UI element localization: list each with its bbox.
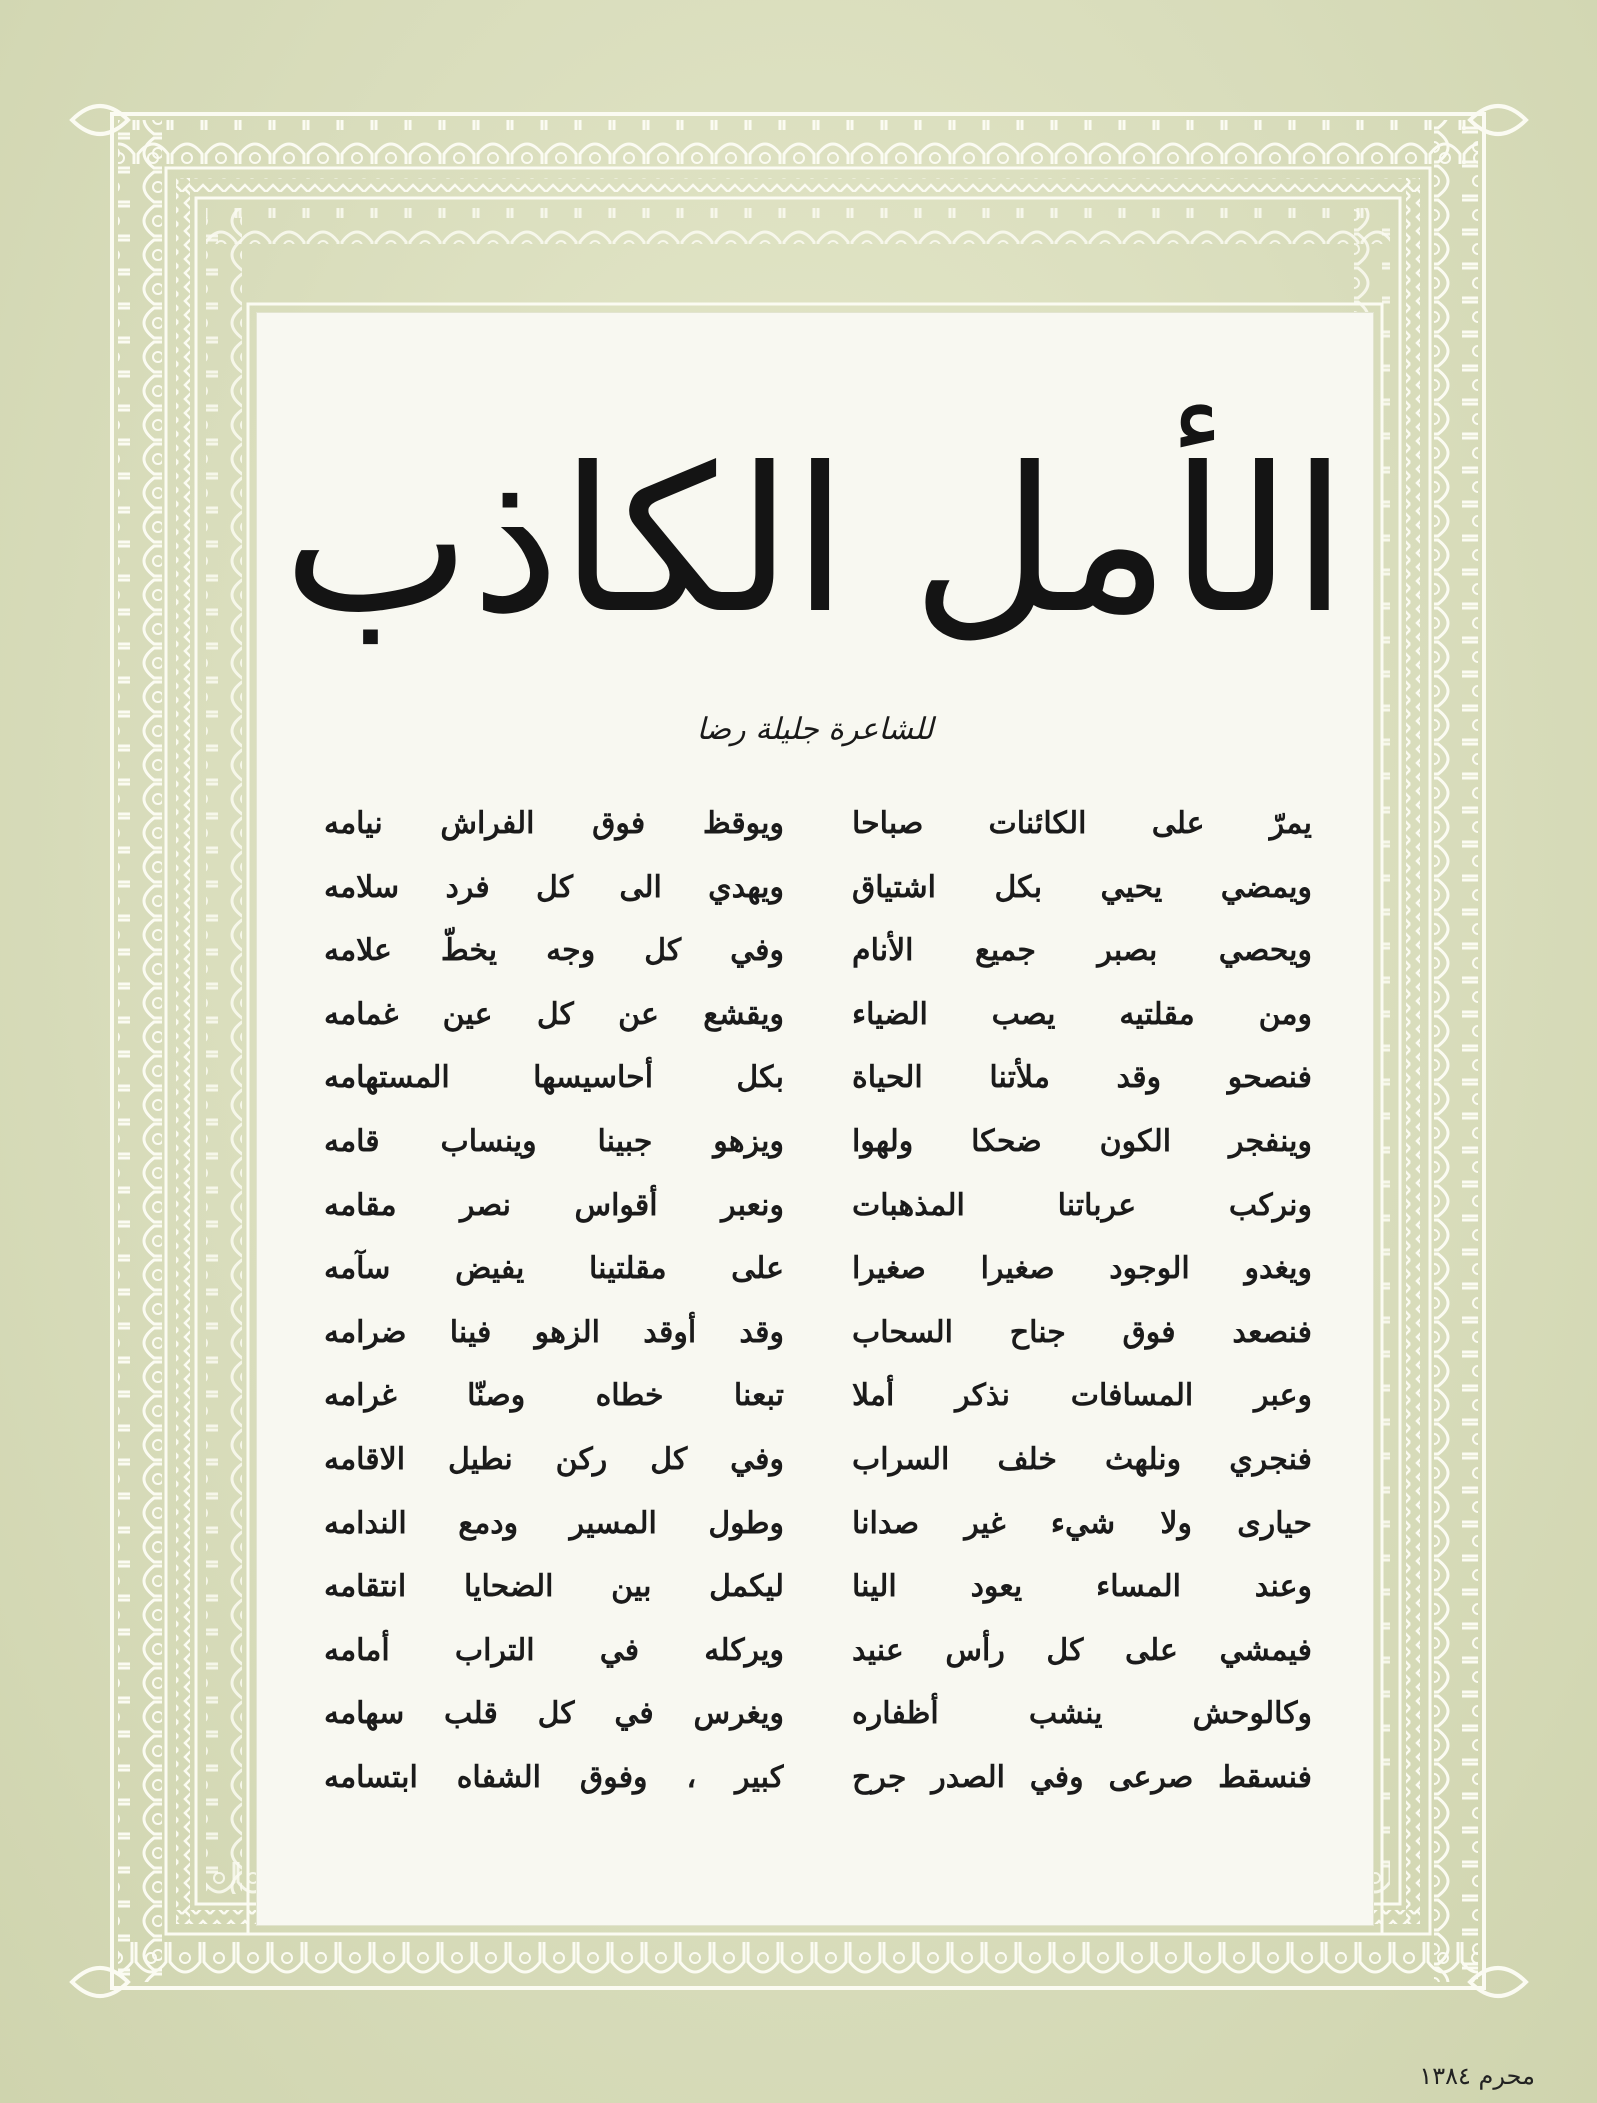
verse-line: ويقشع عن كل عين غمامه	[324, 996, 784, 1032]
verse-line: وقد أوقد الزهو فينا ضرامه	[324, 1314, 784, 1350]
verse-line: ليكمل بين الضحايا انتقامه	[324, 1569, 784, 1605]
verse-line: وينفجر الكون ضحكا ولهوا	[852, 1123, 1312, 1159]
verse-line: وعند المساء يعود الينا	[852, 1569, 1312, 1605]
verse-line: ويغرس في كل قلب سهامه	[324, 1696, 784, 1732]
verse-line: وكالوحش ينشب أظفاره	[852, 1696, 1312, 1732]
verse-line: تبعنا خطاه وصنّا غرامه	[324, 1378, 784, 1414]
verse-line: وفي كل وجه يخطّ علامه	[324, 933, 784, 969]
verse-line: كبير ، وفوق الشفاه ابتسامه	[324, 1759, 784, 1795]
verse-line: ونعبر أقواس نصر مقامه	[324, 1187, 784, 1223]
verse-line: ويزهو جبينا وينساب قامه	[324, 1123, 784, 1159]
verse-line: ويهدي الى كل فرد سلامه	[324, 869, 784, 905]
verse-line: فنصعد فوق جناح السحاب	[852, 1314, 1312, 1350]
verse-line: فنصحو وقد ملأتنا الحياة	[852, 1060, 1312, 1096]
verse-line: ويحصي بصبر جميع الأنام	[852, 933, 1312, 969]
poem-title: الأمل الكاذب	[282, 425, 1348, 658]
verse-line: على مقلتينا يفيض سآمه	[324, 1251, 784, 1287]
poem-panel	[256, 312, 1374, 1926]
verse-line: ومن مقلتيه يصب الضياء	[852, 996, 1312, 1032]
verse-line: فيمشي على كل رأس عنيد	[852, 1632, 1312, 1668]
verse-line: حيارى ولا شيء غير صدانا	[852, 1505, 1312, 1541]
verse-line: فنجري ونلهث خلف السراب	[852, 1441, 1312, 1477]
verse-line: وفي كل ركن نطيل الاقامه	[324, 1441, 784, 1477]
verse-line: فنسقط صرعى وفي الصدر جرح	[852, 1759, 1312, 1795]
verse-line: وطول المسير ودمع الندامه	[324, 1505, 784, 1541]
poet-byline: للشاعرة جليلة رضا	[696, 712, 934, 747]
verse-line: ويمضي يحيي بكل اشتياق	[852, 869, 1312, 905]
verse-line: وعبر المسافات نذكر أملا	[852, 1378, 1312, 1414]
poem-column-right	[852, 792, 1312, 1810]
verse-line: ويوقظ فوق الفراش نيامه	[324, 806, 784, 841]
verse-line: بكل أحاسيسها المستهامه	[324, 1060, 784, 1096]
verse-line: يمرّ على الكائنات صباحا	[852, 806, 1312, 841]
verse-line: ونركب عرباتنا المذهبات	[852, 1187, 1312, 1223]
issue-date-footer: محرم ١٣٨٤	[1419, 2062, 1535, 2090]
poem-column-left	[324, 792, 784, 1810]
verse-line: ويركله في التراب أمامه	[324, 1632, 784, 1668]
verse-line: ويغدو الوجود صغيرا صغيرا	[852, 1251, 1312, 1287]
